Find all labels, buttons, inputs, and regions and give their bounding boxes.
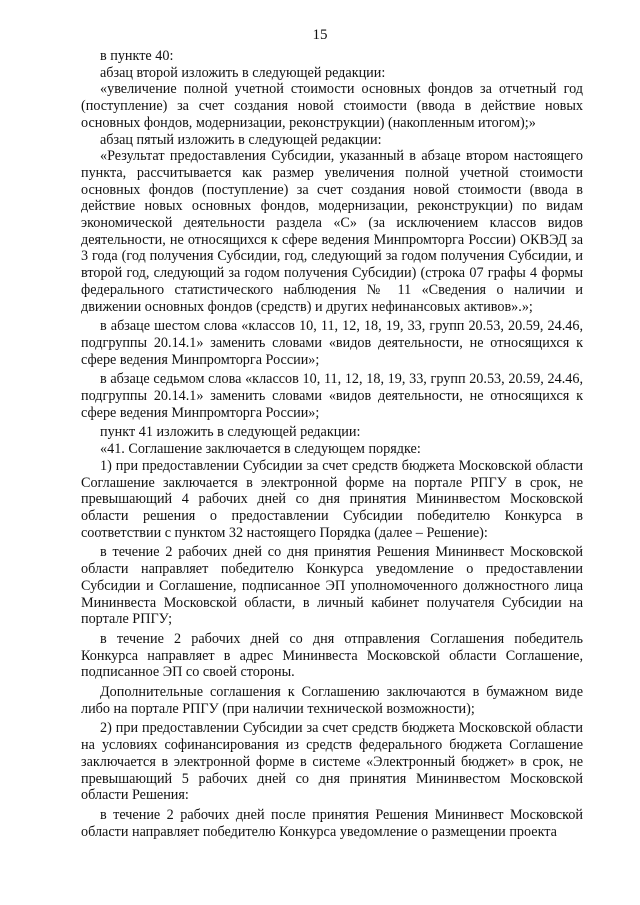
- paragraph: Дополнительные соглашения к Соглашению заключаются в бумажном виде либо на портале РПГУ (при наличии технической возможности);: [81, 684, 583, 717]
- paragraph: «41. Соглашение заключается в следующем порядке:: [100, 441, 421, 458]
- paragraph: в течение 2 рабочих дней со дня отправления Соглашения победитель Конкурса направляет в адрес Мининвеста Московской области Соглашение, подписанное ЭП со своей стороны.: [81, 630, 583, 681]
- paragraph: пункт 41 изложить в следующей редакции:: [100, 424, 361, 441]
- paragraph: в течение 2 рабочих дней со дня принятия Решения Мининвест Московской области направляет победителю Конкурса уведомление о предоставлении Субсидии и Соглашение, подписанное ЭП уполномоченного должностного лица Мининвеста Московской области, в личный кабинет получателя Субсидии на портале РПГУ;: [81, 544, 583, 628]
- paragraph: 1) при предоставлении Субсидии за счет средств бюджета Московской области Соглашение заключается в электронной форме на портале РПГУ в срок, не превышающий 4 рабочих дней со дня принятия Мининвестом Московской области решения о предоставлении Субсидии победителю Конкурса в соответствии с пунктом 32 настоящего Порядка (далее – Решение):: [81, 457, 583, 541]
- paragraph: «увеличение полной учетной стоимости основных фондов за отчетный год (поступление) за счет создания новой стоимости (ввода в действие новых основных фондов, модернизации, реконструкции) (накопленным итогом);»: [81, 81, 583, 131]
- paragraph: в абзаце седьмом слова «классов 10, 11, 12, 18, 19, 33, групп 20.53, 20.59, 24.46, подгруппы 20.14.1» заменить словами «видов деятельности, не относящихся к сфере ведения Минпромторга России»;: [81, 371, 583, 421]
- document-body: [81, 48, 583, 840]
- paragraph: в течение 2 рабочих дней после принятия Решения Мининвест Московской области направляет победителю Конкурса уведомление о размещении проекта: [81, 806, 583, 840]
- paragraph: в абзаце шестом слова «классов 10, 11, 12, 18, 19, 33, групп 20.53, 20.59, 24.46, подгруппы 20.14.1» заменить словами «видов деятельности, не относящихся к сфере ведения Минпромторга России»;: [81, 318, 583, 368]
- paragraph: абзац пятый изложить в следующей редакции:: [100, 131, 382, 148]
- paragraph: 2) при предоставлении Субсидии за счет средств бюджета Московской области на условиях софинансирования из средств федерального бюджета Соглашение заключается в электронной форме в системе «Электронный бюджет» в срок, не превышающий 5 рабочих дней со дня принятия Мининвестом Московской области Решения:: [81, 720, 583, 804]
- page-number: 15: [312, 27, 328, 43]
- paragraph: абзац второй изложить в следующей редакции:: [100, 64, 386, 81]
- paragraph: в пункте 40:: [100, 48, 174, 64]
- paragraph: «Результат предоставления Субсидии, указанный в абзаце втором настоящего пункта, рассчитывается как размер увеличения полной учетной стоимости основных фондов (поступление) за счет создания новой стоимости (ввода в действие новых основных фондов, модернизации, реконструкции) по видам экономической деятельности раздела «С» (за исключением классов видов деятельности, не относящихся к сфере ведения Минпромторга России) ОКВЭД за 3 года (год получения Субсидии, год, следующий за годом получения Субсидии, и второй год, следующий за годом получения Субсидии) (строка 07 графы 4 формы федерального статистического наблюдения № 11 «Сведения о наличии и движении основных фондов (средств) и других нефинансовых активов».»;: [81, 148, 583, 315]
